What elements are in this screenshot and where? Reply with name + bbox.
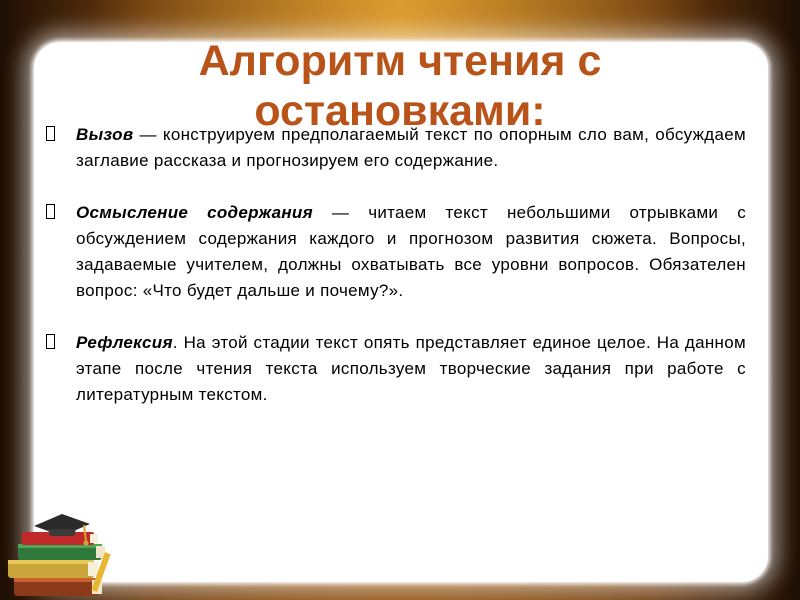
bullet-text: . На этой стадии текст опять представляет единое целое. На данном этапе после чтения текста используем творческие задания при работе с литературным текстом. bbox=[76, 333, 746, 404]
square-bullet-icon bbox=[46, 334, 55, 349]
bullet-term: Осмысление содержания bbox=[76, 203, 313, 222]
square-bullet-icon bbox=[46, 204, 55, 219]
bullet-item-comprehension bbox=[46, 200, 746, 304]
square-bullet-icon bbox=[46, 126, 55, 141]
bullet-list bbox=[46, 122, 746, 408]
bullet-term: Вызов bbox=[76, 125, 134, 144]
bullet-term: Рефлексия bbox=[76, 333, 173, 352]
bullet-item-call bbox=[46, 122, 746, 174]
slide-title: Алгоритм чтения с остановками: bbox=[198, 37, 602, 135]
bullet-text: — читаем текст небольшими отрывками с обсуждением содержания каждого и прогнозом развития сюжета. Вопросы, задаваемые учителем, должны охватывать все уровни вопросов. Обязателен вопрос: «Что будет дальше и почему?». bbox=[76, 203, 747, 300]
bullet-text: — конструируем предполагаемый текст по опорным сло вам, обсуждаем заглавие рассказа и прогнозируем его содержание. bbox=[76, 125, 746, 170]
bullet-item-reflection bbox=[46, 330, 746, 408]
books-graduation-cap-icon bbox=[4, 512, 116, 600]
